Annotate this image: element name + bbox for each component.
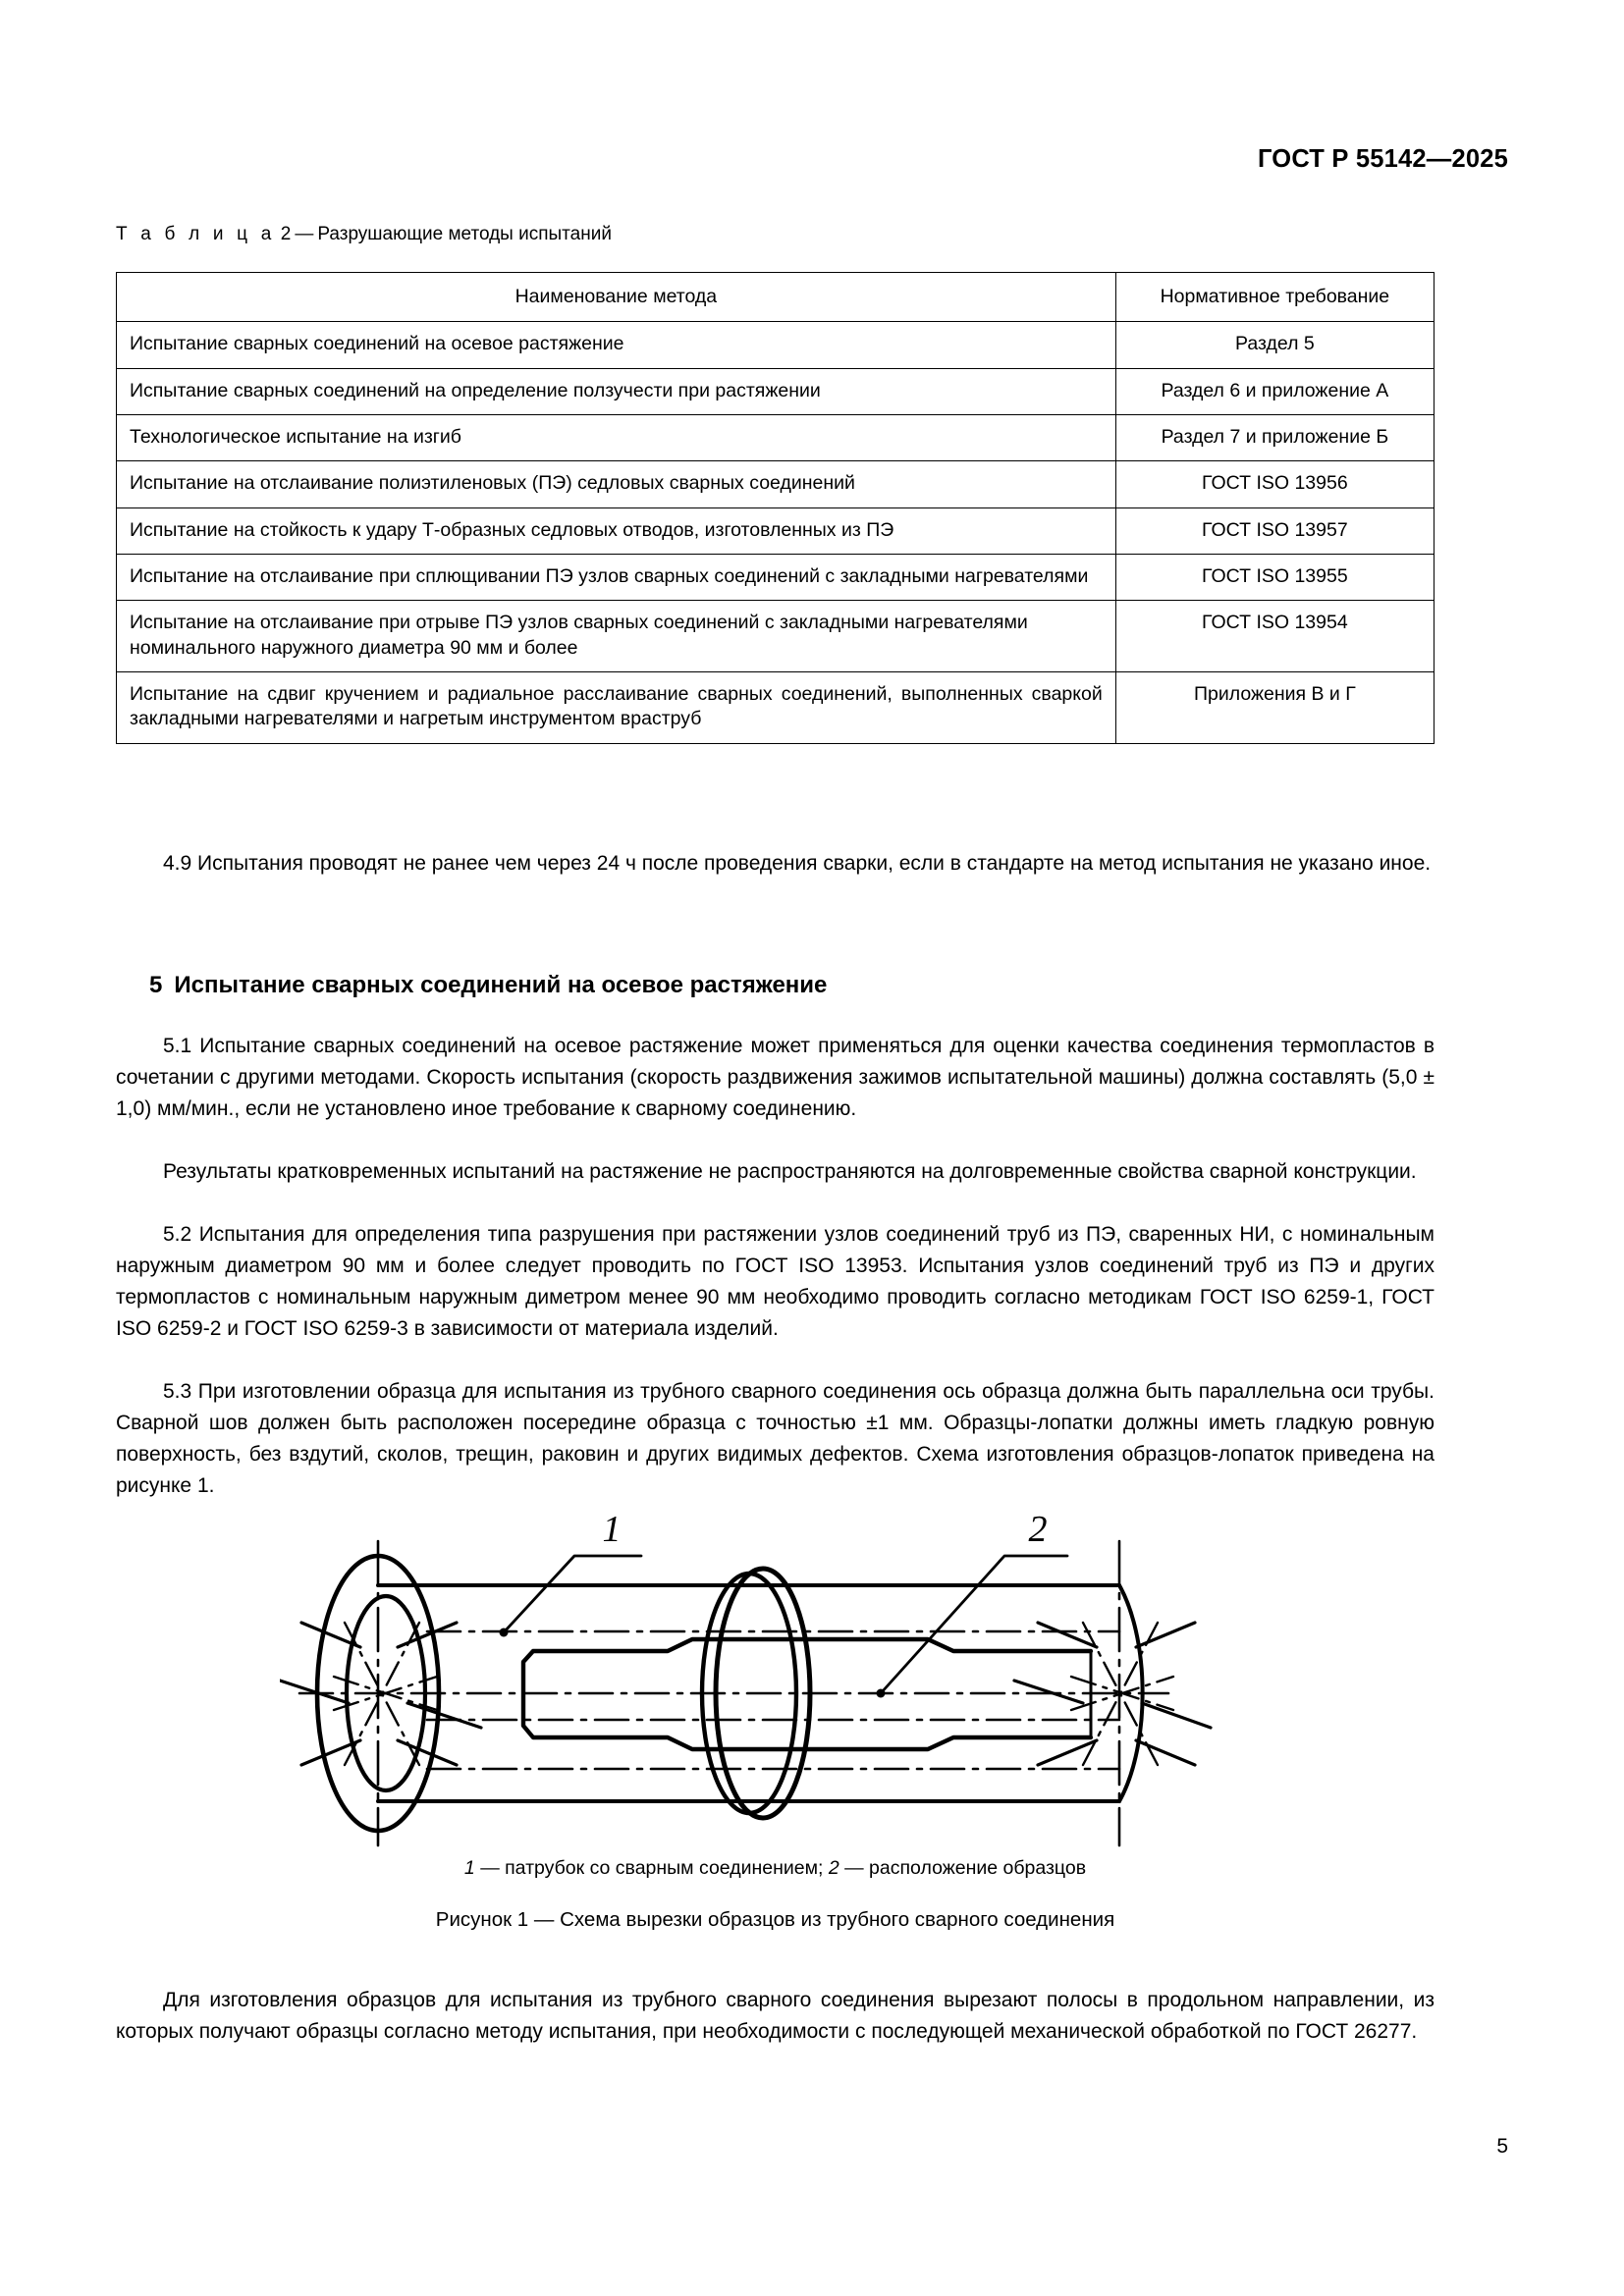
legend-key-1: 1: [463, 1857, 475, 1879]
cell-method-name: Испытание на отслаивание при сплющивании ПЭ узлов сварных соединений с закладными нагревателями: [117, 555, 1116, 601]
clause-5-1-paragraph: [116, 1031, 1435, 1125]
cell-requirement: ГОСТ ISO 13957: [1115, 507, 1434, 554]
figure-1: [116, 1502, 1435, 1855]
clause-5-1-text: 5.1 Испытание сварных соединений на осевое растяжение может применяться для оценки качества соединения термопластов в сочетании с другими методами. Скорость испытания (скорость раздвижения зажимов испытательной машины) должна составлять (5,0 ± 1,0) мм/мин., если не установлено иное требование к сварному соединению.: [116, 1035, 1435, 1120]
section-5-title: Испытание сварных соединений на осевое растяжение: [174, 972, 828, 998]
table-caption: [116, 224, 612, 245]
clause-4-9-paragraph: [116, 848, 1435, 880]
closing-paragraph: [116, 1985, 1435, 2048]
table-row: [117, 368, 1435, 414]
section-5-number: 5: [149, 972, 163, 998]
pipe-weld-specimen-drawing: [280, 1502, 1272, 1855]
column-header-normative-requirement: Нормативное требование: [1115, 273, 1434, 322]
cell-requirement: ГОСТ ISO 13956: [1115, 461, 1434, 507]
clause-5-1-note-paragraph: [116, 1156, 1435, 1188]
clause-5-3-text: 5.3 При изготовлении образца для испытания из трубного сварного соединения ось образца должна быть параллельна оси трубы. Сварной шов должен быть расположен посередине образца с точностью ±1 мм. Образцы-лопатки должны иметь гладкую ровную поверхность, без вздутий, сколов, трещин, раковин и других видимых дефектов. Схема изготовления образцов-лопаток приведена на рисунке 1.: [116, 1380, 1435, 1497]
legend-key-1-text: — патрубок со сварным соединением;: [480, 1857, 824, 1879]
legend-key-2: 2: [828, 1857, 839, 1879]
clause-5-2-paragraph: [116, 1219, 1435, 1345]
cell-requirement: Раздел 6 и приложение А: [1115, 368, 1434, 414]
table-caption-number: 2: [280, 224, 292, 244]
table-caption-label: Т а б л и ц а: [116, 224, 276, 244]
cell-requirement: Раздел 5: [1115, 322, 1434, 368]
page-header-standard-id: ГОСТ Р 55142—2025: [1257, 145, 1508, 173]
closing-paragraph-text: Для изготовления образцов для испытания из трубного сварного соединения вырезают полосы в продольном направлении, из которых получают образцы согласно методу испытания, при необходимости с последующей механической обработкой по ГОСТ 26277.: [116, 1989, 1435, 2043]
callout-label-2: 2: [1028, 1509, 1047, 1550]
cell-requirement: Раздел 7 и приложение Б: [1115, 415, 1434, 461]
table-caption-title: Разрушающие методы испытаний: [317, 224, 612, 244]
cell-requirement: Приложения В и Г: [1115, 672, 1434, 744]
callout-label-1: 1: [602, 1509, 621, 1550]
figure-1-legend: [116, 1857, 1435, 1880]
table-row: [117, 507, 1435, 554]
callout-1-leader-dot: [499, 1629, 508, 1637]
cell-method-name: Испытание на отслаивание полиэтиленовых (ПЭ) седловых сварных соединений: [117, 461, 1116, 507]
cell-requirement: ГОСТ ISO 13955: [1115, 555, 1434, 601]
cell-method-name: Испытание на отслаивание при отрыве ПЭ узлов сварных соединений с закладными нагревателями номинального наружного диаметра 90 мм и более: [117, 601, 1116, 672]
cell-method-name: Испытание на сдвиг кручением и радиальное расслаивание сварных соединений, выполненных сваркой закладными нагревателями и нагретым инструментом враструб: [117, 672, 1116, 744]
figure-1-title: Рисунок 1 — Схема вырезки образцов из трубного сварного соединения: [435, 1908, 1115, 1931]
cell-method-name: Технологическое испытание на изгиб: [117, 415, 1116, 461]
table-row: [117, 555, 1435, 601]
cell-method-name: Испытание на стойкость к удару Т-образных седловых отводов, изготовленных из ПЭ: [117, 507, 1116, 554]
destructive-test-methods-table: [116, 272, 1435, 744]
cell-method-name: Испытание сварных соединений на осевое растяжение: [117, 322, 1116, 368]
callout-2-leader-dot: [876, 1689, 885, 1698]
table-row: [117, 322, 1435, 368]
table-row: [117, 415, 1435, 461]
section-5-heading: [149, 972, 827, 999]
table-row: [117, 601, 1435, 672]
table-row: [117, 672, 1435, 744]
clause-5-2-text: 5.2 Испытания для определения типа разрушения при растяжении узлов соединений труб из ПЭ, сваренных НИ, с номинальным наружным диаметром 90 мм и более следует проводить по ГОСТ ISO 13953. Испытания узлов соединений труб из ПЭ и других термопластов с номинальным наружным диметром менее 90 мм необходимо проводить согласно методикам ГОСТ ISO 6259-1, ГОСТ ISO 6259-2 и ГОСТ ISO 6259-3 в зависимости от материала изделий.: [116, 1223, 1435, 1340]
cell-method-name: Испытание сварных соединений на определение ползучести при растяжении: [117, 368, 1116, 414]
clause-5-1-note-text: Результаты кратковременных испытаний на растяжение не распространяются на долговременные свойства сварной конструкции.: [163, 1160, 1417, 1183]
legend-key-2-text: — расположение образцов: [844, 1857, 1087, 1879]
clause-4-9-text: 4.9 Испытания проводят не ранее чем через 24 ч после проведения сварки, если в стандарте на метод испытания не указано иное.: [163, 852, 1432, 875]
column-header-method-name: Наименование метода: [117, 273, 1116, 322]
table-caption-dash: —: [295, 224, 314, 244]
cell-requirement: ГОСТ ISO 13954: [1115, 601, 1434, 672]
page-number: 5: [1496, 2135, 1508, 2158]
clause-5-3-paragraph: [116, 1376, 1435, 1502]
table-header-row: [117, 273, 1435, 322]
callout-1-leader-line: [504, 1556, 641, 1632]
table-row: [117, 461, 1435, 507]
